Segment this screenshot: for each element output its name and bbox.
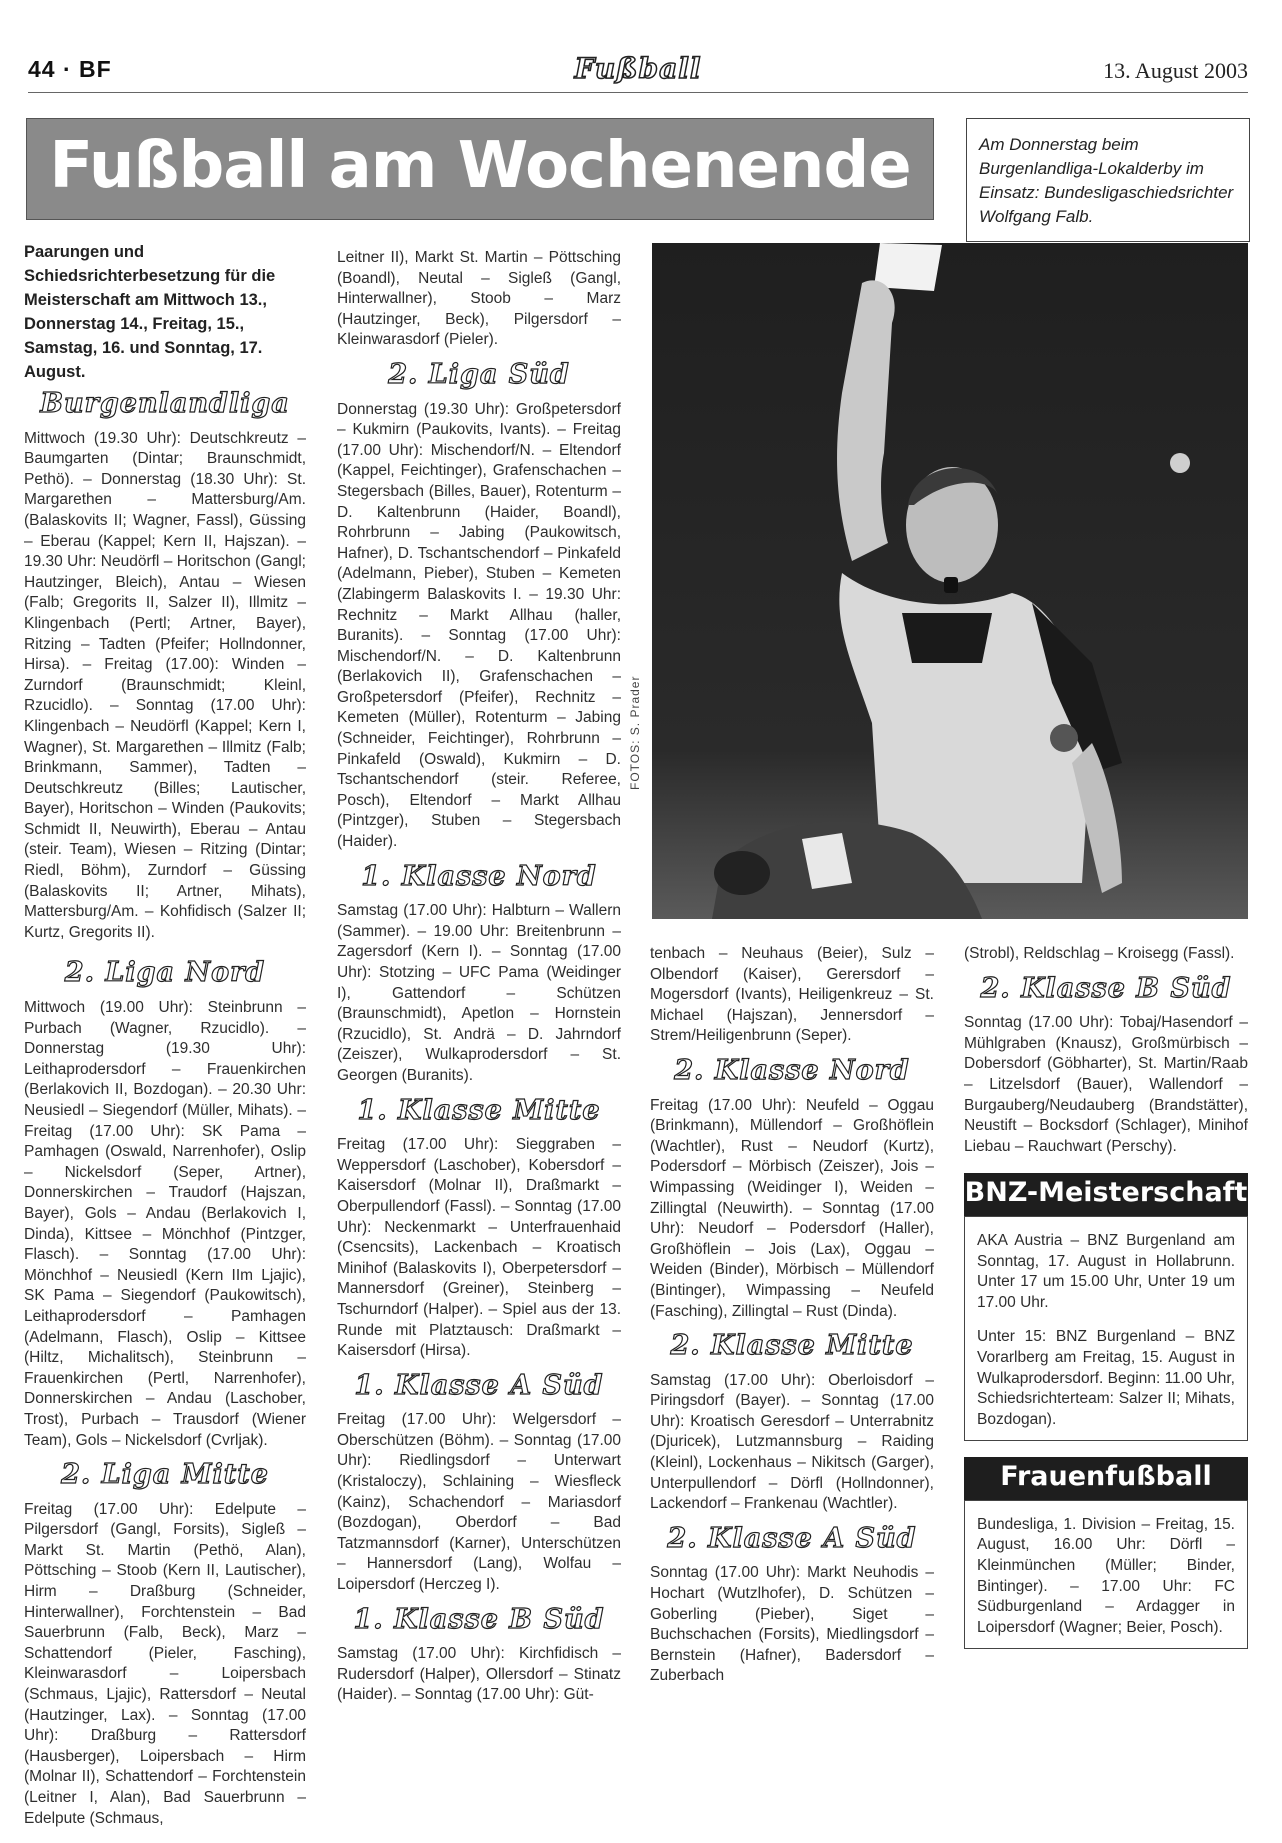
heading-2-liga-sued: 2. Liga Süd — [388, 358, 570, 390]
fixtures-2-klasse-a-sued: Sonntag (17.00 Uhr): Markt Neuhodis – Hochart (Wutzlhofer), D. Schützen – Goberling (Pieber), Siget – Buchschachen (Forsits), Miedlingsdorf – Bernstein (Hafner), Badersdorf – Zuberbach — [650, 1564, 934, 1685]
referee-photo-icon — [652, 243, 1248, 919]
heading-2-liga-nord: 2. Liga Nord — [64, 957, 266, 989]
fixtures-1-klasse-b-sued: Samstag (17.00 Uhr): Kirchfidisch – Rudersdorf (Halper), Ollersdorf – Stinatz (Haider). – Sonntag (17.00 Uhr): Güt- — [337, 1645, 621, 1704]
frauenfussball-box — [964, 1500, 1248, 1650]
heading-1-klasse-a-sued: 1. Klasse A Süd — [354, 1369, 604, 1401]
fixtures-2-liga-nord: Mittwoch (19.00 Uhr): Steinbrunn – Purbach (Wagner, Rzucidlo). – Donnerstag (19.30 Uhr): Leithaprodersdorf – Frauenkirchen (Berlakovich II, Bozdogan). – 20.30 Uhr: Neusiedl – Siegendorf (Müller, Mihats). – Freitag (17.00 Uhr): SK Pama – Pamhagen (Oswald, Narrenhofer), Oslip – Nickelsdorf (Seper, Artner), Donnerskirchen – Traudorf (Hajszan, Bayer), Gols – Andau (Berlakovich I, Dinda), Kittsee – Mönchhof (Pintzger, Flasch). – Sonntag (17.00 Uhr): Mönchhof – Neusiedl (Kern IIm Ljajic), SK Pama – Siegendorf (Paukowitsch), Leithaprodersdorf – Pamhagen (Adelmann, Flasch), Oslip – Kittsee (Hiltz, Michalitsch), Steinbrunn – Frauenkirchen (Pertl, Narrenhofer), Donnerskirchen – Andau (Laschober, Trost), Purbach – Trausdorf (Wiener Team), Gols – Nickelsdorf (Cvrljak). — [24, 999, 306, 1449]
heading-2-klasse-nord: 2. Klasse Nord — [674, 1054, 910, 1086]
referee-photo — [652, 243, 1248, 919]
fixtures-1-klasse-nord: Samstag (17.00 Uhr): Halbturn – Wallern (Sammer). – 19.00 Uhr: Breitenbrunn – Zagersdorf (Kern I). – Sonntag (17.00 Uhr): Stotzing – UFC Pama (Weidinger I), Gattendorf – Schützen (Braunschmidt), Apetlon – Hornstein (Rzucidlo), St. Andrä – D. Jahrndorf (Zeiszer), Wulkaprodersdorf – St. Georgen (Buranits). — [337, 902, 621, 1084]
fixtures-2-klasse-mitte: Samstag (17.00 Uhr): Oberloisdorf – Piringsdorf (Bayer). – Sonntag (17.00 Uhr): Kroatisch Geresdorf – Unterrabnitz (Djuricek), Lutzmannsburg – Raiding (Kleinl), Lockenhaus – Nikitsch (Garger), Unterpullendorf – Dörfl (Hollndonner), Lackendorf – Frankenau (Wachtler). — [650, 1371, 934, 1513]
intro-text: Paarungen und Schiedsrichterbesetzung für die Meisterschaft am Mittwoch 13., Donnerstag 14., Freitag, 15., Samstag, 16. und Sonntag, 17. August. — [24, 243, 276, 381]
page-header — [28, 50, 1248, 93]
photo-caption-box — [966, 118, 1250, 242]
fixtures-continued: Leitner II), Markt St. Martin – Pöttsching (Boandl), Neutal – Sigleß (Gangl, Hinterwallner), Stoob – Marz (Hautzinger, Beck), Pilgersdorf – Kleinwarasdorf (Pieler). — [337, 249, 621, 349]
fixtures-continued: (Strobl), Reldschlag – Kroisegg (Fassl). — [964, 945, 1235, 962]
bnz-item-2: Unter 15: BNZ Burgenland – BNZ Vorarlberg am Freitag, 15. August in Wulkaprodersdorf. Beginn: 11.00 Uhr, Schiedsrichterteam: Salzer II; Mihats, Bozdogan). — [977, 1328, 1235, 1428]
fixtures-burgenlandliga: Mittwoch (19.30 Uhr): Deutschkreutz – Baumgarten (Dintar; Braunschmidt, Pethö). – Donnerstag (18.30 Uhr): St. Margarethen – Mattersburg/Am. (Balaskovits II; Wagner, Fassl), Güssing – Eberau (Kappel; Kern II, Hajszan). – 19.30 Uhr: Neudörfl – Horitschon (Gangl; Hautzinger, Bleich), Antau – Wiesen (Falb; Gregorits II, Salzer II), Illmitz – Klingenbach (Pertl; Artner, Bayer), Ritzing – Tadten (Pfeifer; Hollndonner, Hirsa). – Freitag (17.00): Winden – Zurndorf (Braunschmidt; Kleinl, Rzucidlo). – Sonntag (17.00 Uhr): Klingenbach – Neudörfl (Kappel; Kern I, Wagner), St. Margarethen – Illmitz (Falb; Brinkmann, Sammer), Tadten – Deutschkreutz (Billes; Lautischer, Bayer), Horitschon – Winden (Paukovits; Schmidt II, Neuwirth), Eberau – Antau (steir. Team), Wiesen – Ritzing (Dintar; Riedl, Böhm), Zurndorf – Güssing (Balaskovits II; Artner, Mihats), Mattersburg/Am. – Kohfidisch (Salzer II; Kurtz, Gregorits II). — [24, 429, 306, 941]
issue-date: 13. August 2003 — [1103, 58, 1248, 83]
photo-caption: Am Donnerstag beim Burgenlandliga-Lokalderby im Einsatz: Bundesligaschiedsrichter Wolfgang Falb. — [979, 135, 1234, 226]
heading-2-liga-mitte: 2. Liga Mitte — [61, 1459, 269, 1491]
headline-banner — [26, 118, 934, 220]
column-1 — [24, 240, 306, 1843]
frauen-item-1: Bundesliga, 1. Division – Freitag, 15. August, 16.00 Uhr: Dörfl – Kleinmünchen (Müller; Binder, Bintinger). – 17.00 Uhr: FC Südburgenland – Ardagger in Loipersdorf (Wagner; Beier, Posch). — [977, 1515, 1235, 1636]
column-4 — [964, 944, 1248, 1649]
section-title: Fußball — [574, 52, 702, 85]
bnz-meisterschaft-box — [964, 1216, 1248, 1441]
headline: Fußball am Wochenende — [49, 129, 911, 203]
column-3 — [650, 944, 934, 1701]
fixtures-2-liga-mitte: Freitag (17.00 Uhr): Edelpute – Pilgersdorf (Gangl, Forsits), Sigleß – Markt St. Martin (Pethö, Alan), Pöttsching – Stoob (Kern II, Lautischer), Hirm – Draßburg (Schneider, Hinterwallner), Forchtenstein – Bad Sauerbrunn (Falb, Beck), Marz – Schattendorf (Pieler, Fasching), Kleinwarasdorf – Loipersbach (Schmaus, Ljajic), Rattersdorf – Neutal (Hautzinger, Lax). – Sonntag (17.00 Uhr): Draßburg – Rattersdorf (Hausberger), Loipersbach – Hirm (Molnar II), Schattendorf – Forchtenstein (Leitner I, Alan), Bad Sauerbrunn – Edelpute (Schmaus, — [24, 1500, 306, 1827]
fixtures-1-klasse-a-sued: Freitag (17.00 Uhr): Welgersdorf – Oberschützen (Böhm). – Sonntag (17.00 Uhr): Riedlingsdorf – Unterwart (Kristaloczy), Schlaining – Wiesfleck (Kainz), Schachendorf – Mariasdorf (Bozdogan), Oberdorf – Bad Tatzmannsdorf (Karner), Unterschützen – Hannersdorf (Lang), Wolfau – Loipersdorf (Herczeg I). — [337, 1411, 621, 1594]
fixtures-continued: tenbach – Neuhaus (Beier), Sulz – Olbendorf (Kaiser), Gerersdorf – Mogersdorf (Ivants), Heiligenkreuz – St. Michael (Hajszan), Jennersdorf – Strem/Heiligenbrunn (Seper). — [650, 945, 934, 1045]
bnz-meisterschaft-title: BNZ-Meisterschaft — [964, 1173, 1248, 1216]
fixtures-2-klasse-nord: Freitag (17.00 Uhr): Neufeld – Oggau (Brinkmann), Müllendorf – Großhöflein (Wachtler), Rust – Neudorf (Kurtz), Podersdorf – Mörbisch (Zeiszer), Jois – Wimpassing (Weidinger I), Weiden – Zillingtal (Neuwirth). – Sonntag (17.00 Uhr): Neudorf – Podersdorf (Haller), Großhöflein – Jois (Lax), Oggau – Weiden (Binder), Mörbisch – Müllendorf (Bintinger), Wimpassing – Neufeld (Fasching), Zillingtal – Rust (Dinda). — [650, 1096, 934, 1320]
heading-1-klasse-mitte: 1. Klasse Mitte — [357, 1094, 601, 1126]
column-2 — [337, 248, 621, 1720]
heading-2-klasse-b-sued: 2. Klasse B Süd — [980, 972, 1232, 1004]
photo-credit: FOTOS: S. Prader — [628, 675, 642, 790]
heading-1-klasse-nord: 1. Klasse Nord — [361, 860, 597, 892]
bnz-item-1: AKA Austria – BNZ Burgenland am Sonntag, 17. August in Hollabrunn. Unter 17 um 15.00 Uhr, Unter 19 um 17.00 Uhr. — [977, 1231, 1235, 1311]
frauenfussball-title: Frauenfußball — [964, 1457, 1248, 1500]
fixtures-1-klasse-mitte: Freitag (17.00 Uhr): Sieggraben – Weppersdorf (Laschober), Kobersdorf – Kaisersdorf (Molnar II), Draßmarkt – Oberpullendorf (Fassl). – Sonntag (17.00 Uhr): Neckenmarkt – Unterfrauenhaid (Csencsits), Lackenbach – Kroatisch Minihof (Balaskovits I), Oberpetersdorf – Mannersdorf (Greiner), Steinberg – Tschurndorf (Halper). – Spiel aus der 13. Runde mit Platztausch: Draßmarkt – Kaisersdorf (Hirsa). — [337, 1136, 621, 1360]
fixtures-2-liga-sued: Donnerstag (19.30 Uhr): Großpetersdorf – Kukmirn (Paukovits, Ivants). – Freitag (17.00 Uhr): Mischendorf/N. – Eltendorf (Kappel, Feichtinger), Grafenschachen – Stegersbach (Billes, Bauer), Rotenturm – D. Kaltenbrunn (Haider, Boandl), Rohrbrunn – Jabing (Paukowitsch, Hafner), D. Tschantschendorf – Pinkafeld (Adelmann, Pieber), Stuben – Kemeten (Zlabingerm Balaskovits I. – 19.30 Uhr: Rechnitz – Markt Allhau (haller, Buranits). – Sonntag (17.00 Uhr): Mischendorf/N. – D. Kaltenbrunn (Berlakovich II), Grafenschachen – Großpetersdorf (Pfeifer), Rechnitz – Kemeten (Müller), Rotenturm – Jabing (Schneider, Feichtinger), Rohrbrunn – Pinkafeld (Oswald), Kukmirn – D. Tschantschendorf (steir. Referee, Posch), Eltendorf – Markt Allhau (Pintzger), Stuben – Stegersbach (Haider). — [337, 400, 621, 851]
page-number: 44 · BF — [28, 56, 112, 82]
heading-2-klasse-mitte: 2. Klasse Mitte — [670, 1330, 914, 1362]
heading-2-klasse-a-sued: 2. Klasse A Süd — [667, 1522, 917, 1554]
heading-1-klasse-b-sued: 1. Klasse B Süd — [353, 1603, 605, 1635]
fixtures-2-klasse-b-sued: Sonntag (17.00 Uhr): Tobaj/Hasendorf – Mühlgraben (Knausz), Großmürbisch – Dobersdorf (Göbharter), St. Martin/Raab – Litzelsdorf (Bauer), Wallendorf – Burgauberg/Neudauberg (Brandstätter), Neustift – Bocksdorf (Schlager), Minihof Liebau – Rauchwart (Perschy). — [964, 1014, 1248, 1155]
heading-burgenlandliga: Burgenlandliga — [40, 388, 290, 419]
